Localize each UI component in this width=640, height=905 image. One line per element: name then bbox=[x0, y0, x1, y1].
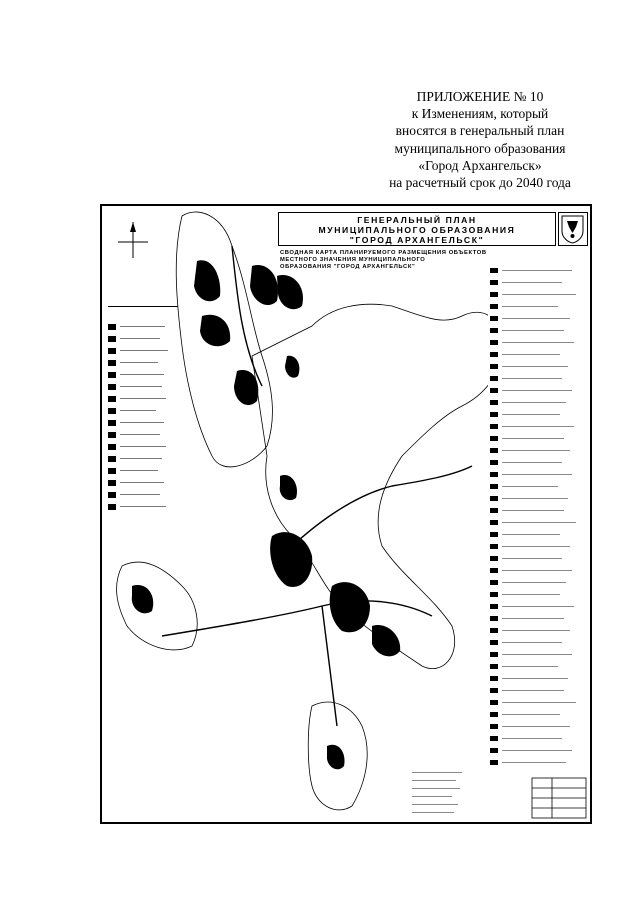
land-areas bbox=[117, 212, 502, 810]
appendix-line: на расчетный срок до 2040 года bbox=[389, 175, 571, 191]
appendix-line: ПРИЛОЖЕНИЕ № 10 bbox=[416, 89, 544, 104]
appendix-header bbox=[330, 88, 630, 191]
bottom-legend bbox=[412, 772, 462, 813]
left-legend bbox=[108, 306, 178, 510]
map-subtitle-line: МЕСТНОГО ЗНАЧЕНИЯ МУНИЦИПАЛЬНОГО bbox=[280, 257, 426, 263]
compass-rose-icon bbox=[116, 220, 150, 260]
west-island-outline bbox=[117, 562, 198, 650]
city-crest-icon bbox=[558, 212, 588, 246]
appendix-line: к Изменениям, который bbox=[411, 106, 549, 122]
appendix-line: вносятся в генеральный план bbox=[395, 123, 565, 139]
map-title-line: МУНИЦИПАЛЬНОГО ОБРАЗОВАНИЯ bbox=[318, 225, 516, 235]
appendix-line: «Город Архангельск» bbox=[418, 157, 542, 173]
built-up-areas bbox=[132, 260, 400, 769]
right-legend bbox=[488, 254, 586, 774]
map-title-line: "ГОРОД АРХАНГЕЛЬСК" bbox=[349, 235, 485, 245]
title-stamp bbox=[532, 778, 586, 818]
map-subtitle bbox=[280, 250, 550, 271]
map-sheet bbox=[100, 204, 592, 824]
city-map bbox=[102, 206, 590, 822]
map-subtitle-line: ОБРАЗОВАНИЯ "ГОРОД АРХАНГЕЛЬСК" bbox=[280, 264, 416, 270]
map-subtitle-line: СВОДНАЯ КАРТА ПЛАНИРУЕМОГО РАЗМЕЩЕНИЯ ОБЪЕКТОВ bbox=[280, 250, 487, 256]
map-title bbox=[278, 212, 556, 246]
map-title-line: ГЕНЕРАЛЬНЫЙ ПЛАН bbox=[357, 215, 477, 225]
appendix-line: муниципального образования bbox=[394, 140, 566, 156]
